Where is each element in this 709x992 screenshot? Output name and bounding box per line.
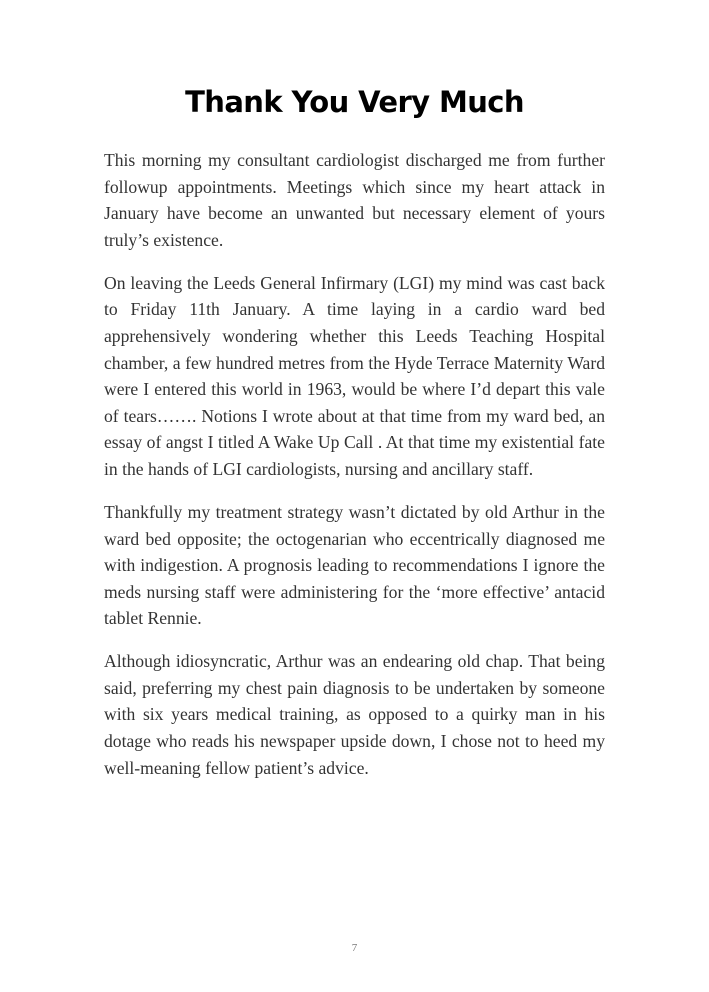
paragraph-2: On leaving the Leeds General Infirmary (LGI) my mind was cast back to Friday 11th January. A time laying in a cardio ward bed apprehensively wondering whether this Leeds Teaching Hospital chamber, a few hundred metres from the Hyde Terrace Maternity Ward were I entered this world in 1963, would be where I’d depart this vale of tears……. Notions I wrote about at that time from my ward bed, an essay of angst I titled A Wake Up Call . At that time my existential fate in the hands of LGI cardiologists, nursing and ancillary staff. [104, 272, 605, 479]
paragraph-4: Although idiosyncratic, Arthur was an endearing old chap. That being said, preferring my chest pain diagnosis to be undertaken by someone with six years medical training, as opposed to a quirky man in his dotage who reads his newspaper upside down, I chose not to heed my well-meaning fellow patient’s advice. [104, 651, 605, 778]
paragraph-1: This morning my consultant cardiologist discharged me from further followup appointments. Meetings which since my heart attack in January have become an unwanted but necessary element of yours truly’s existence. [104, 150, 605, 250]
page-title: Thank You Very Much [185, 85, 524, 119]
paragraph-3: Thankfully my treatment strategy wasn’t dictated by old Arthur in the ward bed opposite; the octogenarian who eccentrically diagnosed me with indigestion. A prognosis leading to recommendations I ignore the meds nursing staff were administering for the ‘more effective’ antacid tablet Rennie. [104, 501, 605, 629]
body-text [104, 147, 605, 798]
page-number: 7 [351, 942, 358, 954]
